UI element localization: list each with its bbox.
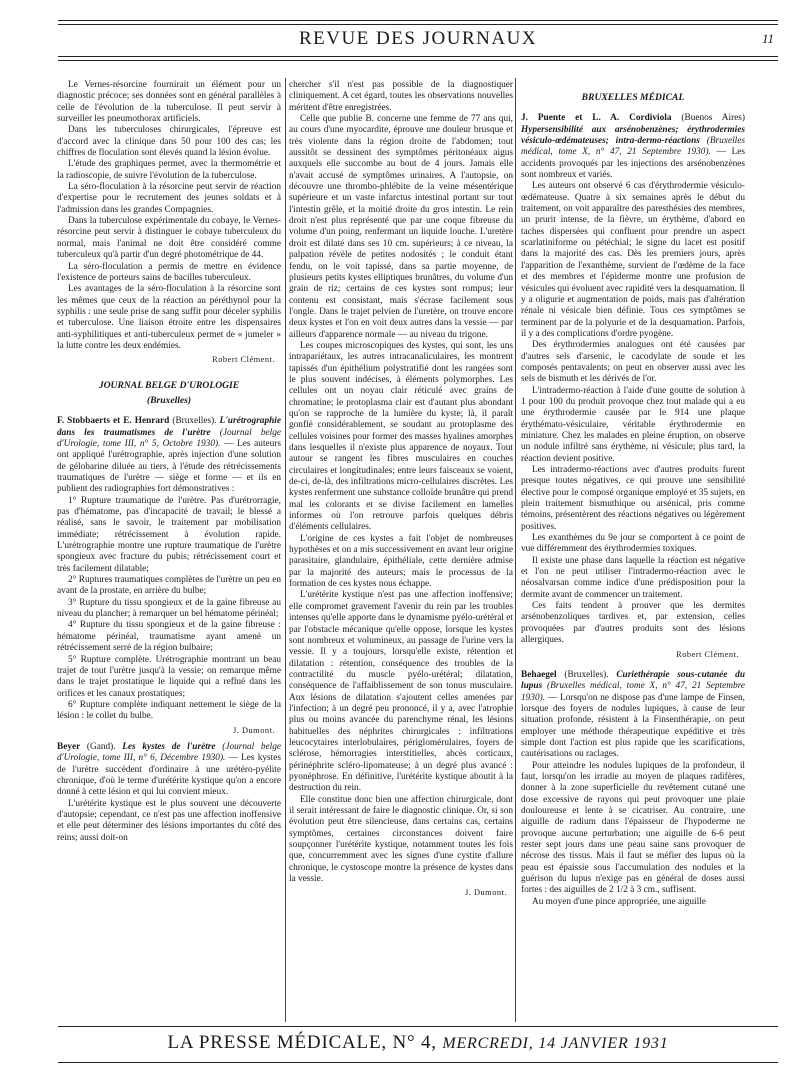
- article-authors: J. Puente et L. A. Cordiviola: [521, 113, 672, 124]
- signature: J. Dumont.: [233, 725, 275, 735]
- footer-journal: LA PRESSE MÉDICALE, N° 4,: [167, 1032, 437, 1053]
- paragraph: La séro-floculation a permis de mettre en évidence l'existence de porteurs sains de bacilles tuberculeux.: [57, 261, 281, 283]
- article-body: — Lorsqu'on ne dispose pas d'une lampe de Finsen, lorsque des foyers de nodules lupiques, à cause de leur situation profonde, résistent à la Finsenthérapie, on peut employer une méthode thérapeutique expéditive et très simple dont l'action est plus rapide que les scarifications, cautérisations ou raclages.: [521, 692, 745, 760]
- article-header: [57, 416, 281, 495]
- list-item: 3° Rupture du tissu spongieux et de la gaine fibreuse au niveau du plancher; à remarquer un bel hématome périnéal;: [57, 597, 281, 620]
- article-header: [57, 742, 281, 799]
- paragraph: L'urétérite kystique est le plus souvent une découverte d'autopsie; cependant, ce n'est pas une affection inoffensive et elle peut déterminer des lésions importantes du côté des reins; aussi doit-on: [57, 798, 281, 843]
- paragraph: Les coupes microscopiques des kystes, qui sont, les uns intrapariétaux, les autres intracanaliculaires, les montrent tapissés d'un épithélium polystratifié dont les rangées sont le plus souvent indécises, à éléments polymorphes. Les cellules ont un noyau clair réticulé avec grains de chromatine; le protoplasma clair est d'autant plus abondant qu'on se rapproche de la lumière du kyste; là, il paraît gonflé considérablement, se soudant au protoplasme des cellules voisines pour former des masses hyalines amorphes dans lesquelles il n'existe plus apparence de noyaux. Tout autour se rangent les fibres musculaires en couches circulaires et longitudinales; entre leurs faisceaux se voient, de-ci, de-là, des infiltrations micro-cellulaires discrètes. Les kystes renferment une substance colloïde brunâtre qui prend mal les colorants et se divise facilement en lamelles informes où l'on retrouve parfois quelques débris d'éléments cellulaires.: [289, 340, 513, 533]
- article-reference: (Bruxelles médical, tome X, n° 47, 21 Septembre 1930).: [521, 681, 745, 703]
- top-rule-inner: [58, 24, 778, 25]
- list-item: 1° Rupture traumatique de l'urètre. Pas d'urétrorragie, pas d'hématome, pas d'incapacité de travail; le blessé a réalisé, sans le savoir, le traitement par mobilisation immédiate; rétrécissement à évolution rapide. L'urétrographie montre une rupture traumatique de l'urètre spongieux avec fracture du pubis; rétrécissement court et très facilement dilatable;: [57, 495, 281, 574]
- section-heading: BRUXELLES MÉDICAL: [581, 92, 685, 103]
- paragraph: Dans la tuberculose expérimentale du cobaye, le Vernes-résorcine peut servir à distinguer le cobaye tuberculeux du normal, mais l'animal ne doit être considéré comme tuberculeux qu'à partir d'un degré photométrique de 44.: [57, 216, 281, 261]
- column-separator-2: [515, 78, 516, 1022]
- article-authors: F. Stobbaerts et E. Henrard: [57, 416, 170, 427]
- section-subheading: (Bruxelles): [146, 394, 192, 406]
- article-title: Hypersensibilité aux arsénobenzènes; érythrodermies vésiculo-œdémateuses; intra-dermo-réactions: [521, 124, 745, 147]
- paragraph: La séro-floculation à la résorcine peut servir de réaction d'expertise pour le recrutement des jeunes soldats et à l'admission dans les grandes Compagnies.: [57, 182, 281, 215]
- paragraph: Au moyen d'une pince appropriée, une aiguille: [532, 896, 706, 907]
- list-item: 4° Rupture du tissu spongieux et de la gaine fibreuse : hématome périnéal, traumatisme ayant amené un rétrécissement serré de la région bulbaire;: [57, 620, 281, 654]
- list-item: 5° Rupture complète. Urétrographie montrant un beau trajet de tout l'urètre jusqu'à la vessie; on remarque même dans le trajet prostatique le liquide qui a reflué dans les orifices et les canaux prostatiques;: [57, 654, 281, 699]
- paragraph: Les avantages de la séro-floculation à la résorcine sont les mêmes que ceux de la réaction au péréthynol pour la syphilis : une seule prise de sang suffit pour déceler syphilis et tuberculose. Une liaison étroite entre les dispensaires anti-syphilitiques et anti-tuberculeux permet de « jumeler » la lutte contre les deux endémies.: [57, 284, 281, 351]
- signature: Robert Clément.: [676, 649, 739, 659]
- paragraph: Pour atteindre les nodules lupiques de la profondeur, il faut, lorsqu'on les irradie au moyen de plaques radifères, donner à la zone superficielle du revêtement cutané une dose excessive de rayons qui peut provoquer une plaie douloureuse et lente à se cicatriser. Au contraire, une aiguille de radium dans l'épaisseur de l'hypoderme ne provoque aucune perturbation; une aiguille de 6-6 peut rester sept jours dans une peau saine sans provoquer de nécrose des tissus. Mais il faut se méfier des lupus où la peau est épaissie sous l'accumulation des nodules et la guérison du lupus n'exige pas en général de doses aussi fortes : des aiguilles de 2 1/2 à 3 cm., suffisent.: [521, 760, 745, 896]
- article-header: [521, 670, 745, 761]
- article-body: — Les accidents provoqués par les injections des arsénobenzènes sont nombreux et variés.: [521, 147, 745, 181]
- paragraph: Les exanthèmes du 9e jour se comportent à ce point de vue différemment des érythrodermies toxiques.: [521, 533, 745, 555]
- paragraph: Dans les tuberculoses chirurgicales, l'épreuve est d'accord avec la clinique dans 50 pour 100 des cas; les chiffres de floculation sont élevés quand la lésion évolue.: [57, 125, 281, 159]
- article-reference: (Journal belge d'Urologie, tome III, n° 6, Décembre 1930).: [57, 741, 281, 764]
- article-city: (Gand).: [86, 741, 116, 752]
- header-rule: [58, 56, 778, 57]
- footer-text: [58, 1032, 778, 1054]
- paragraph: Celle que publie B. concerne une femme de 77 ans qui, au cours d'une myocardite, éprouve une douleur brusque et très violente dans la région droite de l'abdomen; tout aussitôt se dessinent des symptômes péritonéaux aigus auxquels elle succombe au bout de 4 jours. Jamais elle n'avait accusé de symptômes urinaires. A l'autopsie, on découvre une thrombo-phlébite de la veine mésentérique supérieure et un vaste infarctus intestinal portant sur tout l'intestin grêle, et la moitié droite du gros intestin. Le rein droit n'est plus représenté que par une coque fibreuse du volume d'un poing, renfermant un liquide louche. L'uretère droit est dilaté dans ses 10 cm. supérieurs; à ce niveau, la palpation révèle de petites nodosités ; le conduit étant fendu, on le voit tapissé, dans sa partie moyenne, de plusieurs petits kystes elliptiques brunâtres, du volume d'un grain de riz; certains de ces kystes sont rompus; leur contenu est consistant, mais s'écrase facilement sous l'ongle. Dans le trajet pelvien de l'uretère, on trouve encore deux kystes et l'on en voit deux autres dans la vessie — par ailleurs d'apparence normale — au niveau du trigone.: [289, 114, 513, 340]
- paragraph: L'urétérite kystique n'est pas une affection inoffensive; elle compromet gravement l'avenir du rein par les troubles intenses qu'elle apporte dans le dynamisme pyélo-urétéral et par l'obstacle mécanique qu'elle oppose, lorsque les kystes sont nombreux et volumineux, au passage de l'urine vers la vessie. Il y a toujours, lorsqu'elle existe, rétention et dilatation : rétention, conséquence des troubles de la contractilité du muscle pyélo-urétéral; dilatation, conséquence de l'affaiblissement de son tonus musculaire. Aux lésions de dilatation s'ajoutent celles amenées par l'infection; à un degré peu prononcé, il y a, avec l'atrophie plus ou moins avancée du parenchyme rénal, les lésions habituelles des néphrites chirurgicales : infiltrations leucocytaires interlobulaires, périglomérulaires, foyers de sclérose, hémorragies interstitielles, abcès corticaux, périnéphrite scléro-lipomateuse; à un degré plus avancé : pyonéphrose. En définitive, l'urétérite kystique aboutit à la destruction du rein.: [289, 590, 513, 794]
- column-3: [521, 80, 745, 1020]
- paragraph: Elle constitue donc bien une affection chirurgicale, dont il serait intéressant de faire le diagnostic clinique. Or, si son évolution peut être silencieuse, dans certains cas, certains symptômes, certaines circonstances doivent faire soupçonner l'urétérite kystique, notamment toutes les fois que, concurremment avec les signes d'une cystite d'allure chronique, le cystoscope montre la présence de kystes dans la vessie.: [289, 794, 513, 885]
- footer-rule-bottom: [58, 1062, 778, 1063]
- top-rule: [58, 20, 778, 21]
- column-2: [289, 80, 513, 1020]
- section-heading: JOURNAL BELGE D'UROLOGIE: [98, 379, 240, 391]
- paragraph: chercher s'il n'est pas possible de la diagnostiquer cliniquement. A cet égard, toutes les observations nouvelles méritent d'être enregistrées.: [289, 80, 513, 113]
- list-item: 6° Rupture complète indiquant nettement le siège de la lésion : le collet du bulbe.: [57, 699, 281, 722]
- paragraph: Ces faits tendent à prouver que les dermites arsénobenzoliques tardives et, par extension, celles provoquées par d'autres produits sont des lésions allergiques.: [521, 601, 745, 646]
- article-header: [521, 113, 745, 181]
- paragraph: Des érythrodermies analogues ont été causées par d'autres sels d'arsenic, le cacodylate de soude et les composés pentavalents; on peut en observer aussi avec les sels de bismuth et les dérivés de l'or.: [521, 340, 745, 385]
- article-title: Curiethérapie sous-cutanée du lupus: [521, 669, 745, 692]
- list-item: 2° Ruptures traumatiques complètes de l'urètre un peu en avant de la prostate, en arrière du bulbe;: [57, 575, 281, 597]
- header-rule-inner: [58, 60, 778, 61]
- page-title: REVUE DES JOURNAUX: [298, 28, 538, 49]
- paragraph: L'origine de ces kystes a fait l'objet de nombreuses hypothèses et on a mis successivement en avant leur origine parasitaire, glandulaire, épithéliale, cette dernière admise par la majorité des auteurs; mais le processus de la formation de ces kystes nous échappe.: [289, 533, 513, 590]
- paragraph: Les auteurs ont observé 6 cas d'érythrodermie vésiculo-œdémateuse. Quatre à six semaines après le début du traitement, on voit apparaître des paresthésies des membres, un prurit intense, de la fièvre, un érythème, d'abord en taches dispersées qui confluent pour prendre un aspect scarlatiniforme ou pétéchial; le signe du lacet est positif dans la majorité des cas. Dès les premiers jours, après l'apparition de l'exanthème, survient de l'œdème de la face et des membres et l'épiderme montre une profusion de vésicules qui évoluent avec rapidité vers la desquamation. Il y a oligurie et augmentation de poids, mais pas d'altération rénale ni vésicale bien définie. Tous ces symptômes se terminent par de la polyurie et de la desquamation. Parfois, il y a des complications d'ordre pyogène.: [521, 181, 745, 339]
- paragraph: Il existe une phase dans laquelle la réaction est négative et l'on ne peut utiliser l'intradermo-réaction avec le néosalvarsan comme indice d'une prédisposition pour la dermite avant de commencer un traitement.: [521, 555, 745, 600]
- column-1: [57, 80, 281, 1020]
- article-reference: (Bruxelles médical, tome X, n° 47, 21 Septembre 1930).: [521, 136, 745, 158]
- article-body: — Les auteurs ont appliqué l'urétrographie, après injection d'une solution de gélobarine diluée au tiers, à l'étude des rétrécissements traumatiques de l'urètre — siège et forme — et ils en publient des radiographies fort démonstratives :: [57, 438, 281, 495]
- article-city: (Bruxelles).: [564, 669, 609, 680]
- page-footer: [58, 1032, 778, 1062]
- article-reference: (Journal belge d'Urologie, tome III, n° 5, Octobre 1930).: [57, 427, 281, 449]
- signature: J. Dumont.: [465, 888, 507, 898]
- article-authors: Beyer: [57, 741, 81, 752]
- article-authors: Behaegel: [521, 669, 557, 680]
- paragraph: L'intradermo-réaction à l'aide d'une goutte de solution à 1 pour 100 du produit provoque chez tout malade qui a eu une érythrodermie causée par le 914 une plaque érythémato-vésiculaire, véritable érythrodermie en miniature. Chez les malades en pleine éruption, on observe un nodule infiltré sans érythème, ni vésicule; plus tard, la réaction devient positive.: [521, 385, 745, 464]
- paragraph: L'étude des graphiques permet, avec la thermométrie et la radioscopie, de suivre l'évolution de la tuberculose.: [57, 159, 281, 181]
- footer-date: MERCREDI, 14 JANVIER 1931: [442, 1035, 669, 1052]
- paragraph: Les intradermo-réactions avec d'autres produits furent presque toutes négatives, ce qui prouve une sensibilité élective pour le composé organique employé et 35 sujets, en plein traitement bismuthique ou arsénical, pris comme témoins, présentèrent des réactions négatives ou légèrement positives.: [521, 465, 745, 532]
- page-header: [58, 28, 778, 52]
- article-body: — Les kystes de l'urètre succèdent d'ordinaire à une urétéro-pyélite chronique, d'où le terme d'urétérite kystique qu'on a encore donné à cette lésion et qui lui convient mieux.: [57, 753, 281, 798]
- article-title: Les kystes de l'urètre: [122, 741, 216, 752]
- footer-rule: [58, 1026, 778, 1027]
- signature: Robert Clément.: [212, 355, 275, 365]
- article-city: (Bruxelles).: [172, 416, 217, 427]
- page-number: 11: [761, 31, 774, 46]
- column-separator-1: [285, 78, 286, 1022]
- article-title: L'urétrographie dans les traumatismes de l'urètre: [57, 416, 281, 438]
- article-city: (Buenos Aires): [681, 113, 745, 124]
- paragraph: Le Vernes-résorcine fournirait un élément pour un diagnostic précoce; ses données sont en général parallèles à celle de l'évolution de la tuberculose. Il peut servir à surveiller les pneumothorax artificiels.: [57, 80, 281, 125]
